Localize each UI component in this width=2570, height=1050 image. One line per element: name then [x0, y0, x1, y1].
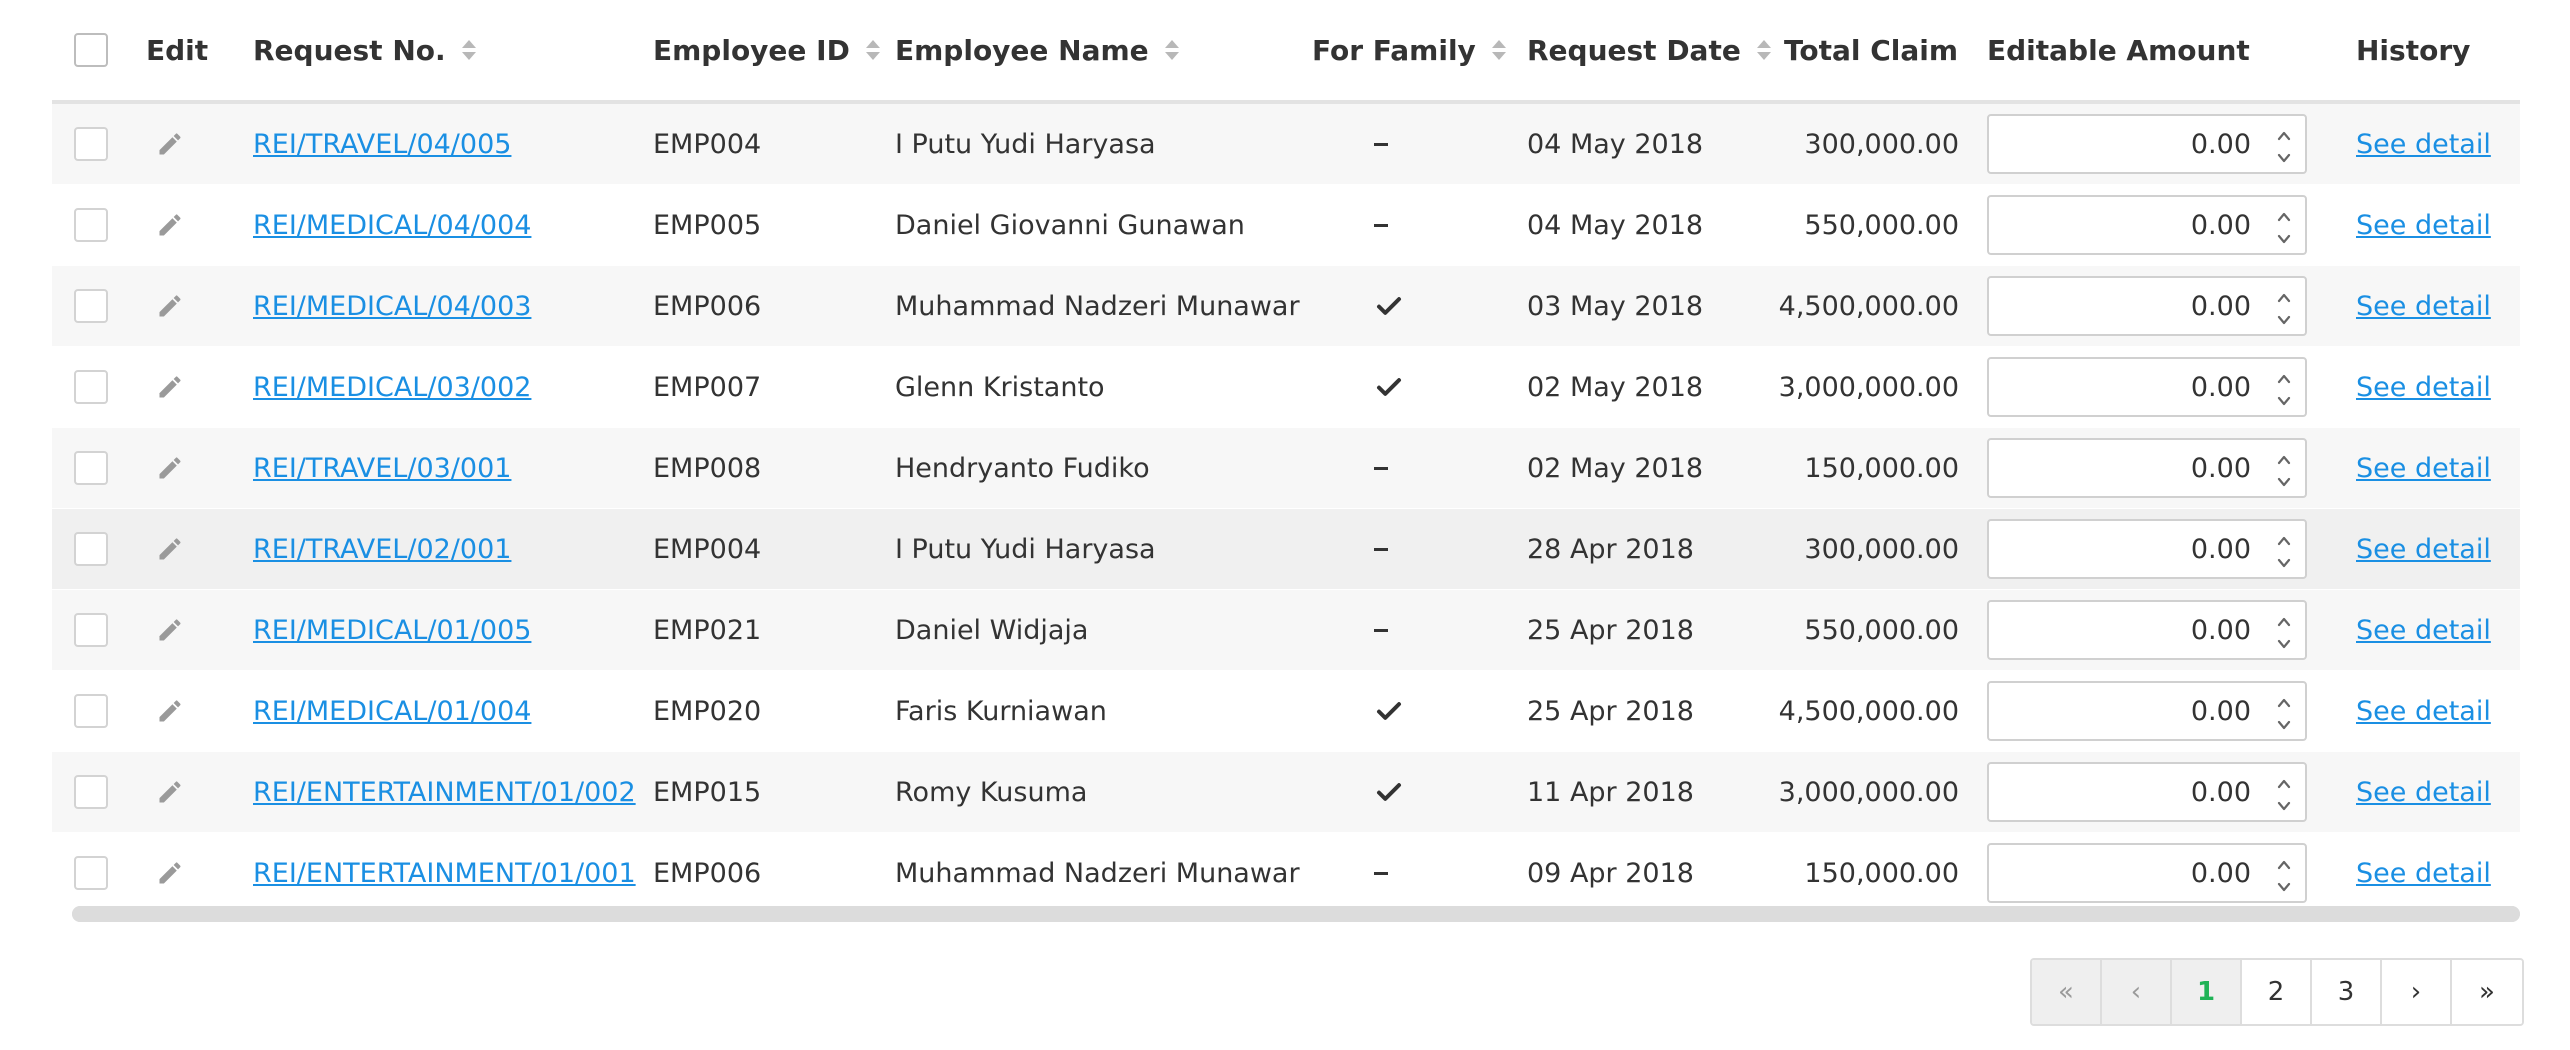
editable-amount-value: 0.00: [2190, 776, 2251, 808]
checkmark-icon: [1374, 696, 1404, 726]
editable-amount-input[interactable]: [1987, 600, 2307, 660]
editable-amount-value: 0.00: [2190, 533, 2251, 565]
edit-cell: [156, 185, 184, 265]
editable-amount-value: 0.00: [2190, 290, 2251, 322]
col-history-label: History: [2356, 33, 2471, 67]
row-select-cell: [74, 428, 108, 508]
see-detail-link[interactable]: See detail: [2356, 371, 2491, 403]
total-claim-cell: 550,000.00: [1804, 209, 1959, 241]
chevron-down-icon[interactable]: [2277, 474, 2291, 488]
chevron-up-icon[interactable]: [2277, 290, 2291, 304]
amount-stepper[interactable]: [2277, 857, 2291, 893]
chevron-down-icon[interactable]: [2277, 879, 2291, 893]
request-date-cell: 04 May 2018: [1527, 209, 1704, 241]
request-date-cell: 04 May 2018: [1527, 128, 1704, 160]
pencil-icon[interactable]: [156, 616, 184, 644]
chevron-up-icon[interactable]: [2277, 614, 2291, 628]
table-header: [52, 0, 2520, 104]
history-cell: [2356, 266, 2491, 346]
row-checkbox[interactable]: [74, 775, 108, 809]
total-claim-cell: 4,500,000.00: [1778, 290, 1959, 322]
request-no-link[interactable]: REI/TRAVEL/02/001: [253, 533, 512, 565]
request-no-link[interactable]: REI/ENTERTAINMENT/01/001: [253, 857, 636, 889]
pencil-icon[interactable]: [156, 292, 184, 320]
for-family-cell: [1374, 671, 1404, 751]
row-checkbox[interactable]: [74, 370, 108, 404]
page-2-button[interactable]: 2: [2242, 960, 2312, 1024]
table-row: [52, 104, 2520, 184]
employee-id-cell: EMP004: [653, 533, 762, 565]
employee-id-cell: EMP006: [653, 290, 762, 322]
request-date-cell: 25 Apr 2018: [1527, 695, 1694, 727]
last-page-button[interactable]: »: [2452, 960, 2522, 1024]
history-cell: [2356, 590, 2491, 670]
total-claim-cell: 550,000.00: [1804, 614, 1959, 646]
dash-icon: [1374, 224, 1388, 227]
for-family-cell: [1374, 428, 1388, 508]
row-select-cell: [74, 671, 108, 751]
total-claim-cell: 300,000.00: [1804, 533, 1959, 565]
see-detail-link[interactable]: See detail: [2356, 209, 2491, 241]
employee-id-cell: EMP004: [653, 128, 762, 160]
table-row: [52, 428, 2520, 508]
chevron-up-icon[interactable]: [2277, 695, 2291, 709]
chevron-up-icon[interactable]: [2277, 452, 2291, 466]
page-3-button[interactable]: 3: [2312, 960, 2382, 1024]
chevron-down-icon[interactable]: [2277, 798, 2291, 812]
employee-name-cell: Daniel Widjaja: [895, 614, 1089, 646]
editable-amount-input[interactable]: [1987, 276, 2307, 336]
total-claim-cell: 3,000,000.00: [1778, 371, 1959, 403]
scrollbar-thumb[interactable]: [72, 906, 2520, 922]
table-row: [52, 185, 2520, 265]
employee-name-cell: I Putu Yudi Haryasa: [895, 533, 1156, 565]
history-cell: [2356, 509, 2491, 589]
table-row: [52, 347, 2520, 427]
see-detail-link[interactable]: See detail: [2356, 614, 2491, 646]
select-all-cell: [74, 0, 108, 100]
select-all-checkbox[interactable]: [74, 33, 108, 67]
see-detail-link[interactable]: See detail: [2356, 695, 2491, 727]
amount-stepper[interactable]: [2277, 452, 2291, 488]
edit-cell: [156, 428, 184, 508]
edit-cell: [156, 833, 184, 913]
see-detail-link[interactable]: See detail: [2356, 128, 2491, 160]
request-date-cell: 11 Apr 2018: [1527, 776, 1694, 808]
col-edit-label: Edit: [146, 33, 209, 67]
request-no-cell: [253, 428, 511, 508]
col-request-date-label: Request Date: [1527, 33, 1741, 67]
row-select-cell: [74, 347, 108, 427]
amount-stepper[interactable]: [2277, 209, 2291, 245]
chevron-down-icon[interactable]: [2277, 312, 2291, 326]
employee-name-cell: Hendryanto Fudiko: [895, 452, 1150, 484]
request-no-cell: [253, 185, 531, 265]
employee-id-cell: EMP006: [653, 857, 762, 889]
dash-icon: [1374, 143, 1388, 146]
sort-icon[interactable]: [866, 40, 880, 60]
first-page-button[interactable]: «: [2032, 960, 2102, 1024]
editable-amount-input[interactable]: [1987, 195, 2307, 255]
table-row: [52, 752, 2520, 832]
col-editable-amount: [1987, 0, 2250, 100]
chevron-down-icon[interactable]: [2277, 717, 2291, 731]
edit-cell: [156, 347, 184, 427]
pencil-icon[interactable]: [156, 373, 184, 401]
dash-icon: [1374, 548, 1388, 551]
chevron-down-icon[interactable]: [2277, 231, 2291, 245]
amount-stepper[interactable]: [2277, 290, 2291, 326]
request-date-cell: 02 May 2018: [1527, 371, 1704, 403]
chevron-down-icon[interactable]: [2277, 150, 2291, 164]
chevron-down-icon[interactable]: [2277, 393, 2291, 407]
pencil-icon[interactable]: [156, 697, 184, 725]
editable-amount-value: 0.00: [2190, 695, 2251, 727]
employee-id-cell: EMP005: [653, 209, 762, 241]
edit-cell: [156, 590, 184, 670]
request-no-link[interactable]: REI/MEDICAL/01/004: [253, 695, 532, 727]
pencil-icon[interactable]: [156, 859, 184, 887]
for-family-cell: [1374, 752, 1404, 832]
editable-amount-value: 0.00: [2190, 857, 2251, 889]
col-employee-name[interactable]: [895, 0, 1179, 100]
history-cell: [2356, 104, 2491, 184]
request-date-cell: 02 May 2018: [1527, 452, 1704, 484]
employee-name-cell: Romy Kusuma: [895, 776, 1088, 808]
history-cell: [2356, 185, 2491, 265]
row-select-cell: [74, 590, 108, 670]
row-select-cell: [74, 833, 108, 913]
edit-cell: [156, 266, 184, 346]
amount-stepper[interactable]: [2277, 614, 2291, 650]
for-family-cell: [1374, 590, 1388, 670]
request-no-cell: [253, 833, 636, 913]
col-request-no[interactable]: [253, 0, 476, 100]
pencil-icon[interactable]: [156, 454, 184, 482]
request-no-link[interactable]: REI/TRAVEL/03/001: [253, 452, 512, 484]
for-family-cell: [1374, 104, 1388, 184]
amount-stepper[interactable]: [2277, 533, 2291, 569]
table-row: [52, 266, 2520, 346]
see-detail-link[interactable]: See detail: [2356, 857, 2491, 889]
pencil-icon[interactable]: [156, 535, 184, 563]
history-cell: [2356, 671, 2491, 751]
request-no-cell: [253, 590, 531, 670]
page-1-button[interactable]: 1: [2172, 960, 2242, 1024]
editable-amount-value: 0.00: [2190, 128, 2251, 160]
dash-icon: [1374, 467, 1388, 470]
request-no-link[interactable]: REI/MEDICAL/04/004: [253, 209, 532, 241]
employee-id-cell: EMP020: [653, 695, 762, 727]
col-request-date[interactable]: [1527, 0, 1771, 100]
request-no-cell: [253, 347, 531, 427]
row-checkbox[interactable]: [74, 532, 108, 566]
row-select-cell: [74, 104, 108, 184]
dash-icon: [1374, 629, 1388, 632]
editable-amount-input[interactable]: [1987, 762, 2307, 822]
chevron-up-icon[interactable]: [2277, 209, 2291, 223]
request-no-cell: [253, 752, 636, 832]
total-claim-cell: 3,000,000.00: [1778, 776, 1959, 808]
amount-stepper[interactable]: [2277, 371, 2291, 407]
pencil-icon[interactable]: [156, 130, 184, 158]
for-family-cell: [1374, 266, 1404, 346]
see-detail-link[interactable]: See detail: [2356, 290, 2491, 322]
total-claim-cell: 150,000.00: [1804, 857, 1959, 889]
request-no-link[interactable]: REI/TRAVEL/04/005: [253, 128, 512, 160]
col-request-no-label: Request No.: [253, 33, 446, 67]
row-select-cell: [74, 185, 108, 265]
employee-id-cell: EMP021: [653, 614, 762, 646]
row-checkbox[interactable]: [74, 208, 108, 242]
employee-name-cell: Glenn Kristanto: [895, 371, 1105, 403]
editable-amount-value: 0.00: [2190, 371, 2251, 403]
employee-name-cell: I Putu Yudi Haryasa: [895, 128, 1156, 160]
checkmark-icon: [1374, 777, 1404, 807]
history-cell: [2356, 833, 2491, 913]
pagination: [2030, 958, 2524, 1026]
editable-amount-value: 0.00: [2190, 209, 2251, 241]
horizontal-scrollbar[interactable]: [72, 906, 2520, 922]
col-history: [2356, 0, 2470, 100]
next-page-button[interactable]: ›: [2382, 960, 2452, 1024]
table-row: [52, 671, 2520, 751]
col-employee-id[interactable]: [653, 0, 880, 100]
row-checkbox[interactable]: [74, 451, 108, 485]
request-no-link[interactable]: REI/ENTERTAINMENT/01/002: [253, 776, 636, 808]
sort-icon[interactable]: [1757, 40, 1771, 60]
request-no-cell: [253, 509, 511, 589]
checkmark-icon: [1374, 291, 1404, 321]
col-employee-name-label: Employee Name: [895, 33, 1149, 67]
see-detail-link[interactable]: See detail: [2356, 776, 2491, 808]
employee-id-cell: EMP015: [653, 776, 762, 808]
total-claim-cell: 300,000.00: [1804, 128, 1959, 160]
edit-cell: [156, 509, 184, 589]
employee-name-cell: Faris Kurniawan: [895, 695, 1107, 727]
chevron-up-icon[interactable]: [2277, 128, 2291, 142]
editable-amount-input[interactable]: [1987, 519, 2307, 579]
employee-id-cell: EMP007: [653, 371, 762, 403]
see-detail-link[interactable]: See detail: [2356, 452, 2491, 484]
chevron-up-icon[interactable]: [2277, 857, 2291, 871]
col-total-claim: [1784, 0, 1958, 100]
row-select-cell: [74, 266, 108, 346]
employee-id-cell: EMP008: [653, 452, 762, 484]
request-no-cell: [253, 104, 511, 184]
request-no-cell: [253, 266, 531, 346]
editable-amount-input[interactable]: [1987, 114, 2307, 174]
prev-page-button[interactable]: ‹: [2102, 960, 2172, 1024]
editable-amount-input[interactable]: [1987, 843, 2307, 903]
employee-name-cell: Daniel Giovanni Gunawan: [895, 209, 1245, 241]
for-family-cell: [1374, 833, 1388, 913]
edit-cell: [156, 104, 184, 184]
request-no-link[interactable]: REI/MEDICAL/03/002: [253, 371, 532, 403]
table-row: [52, 833, 2520, 913]
row-select-cell: [74, 509, 108, 589]
request-date-cell: 25 Apr 2018: [1527, 614, 1694, 646]
row-checkbox[interactable]: [74, 856, 108, 890]
request-no-link[interactable]: REI/MEDICAL/01/005: [253, 614, 532, 646]
employee-name-cell: Muhammad Nadzeri Munawar: [895, 857, 1300, 889]
request-date-cell: 03 May 2018: [1527, 290, 1704, 322]
request-date-cell: 28 Apr 2018: [1527, 533, 1694, 565]
col-employee-id-label: Employee ID: [653, 33, 850, 67]
row-checkbox[interactable]: [74, 613, 108, 647]
request-no-link[interactable]: REI/MEDICAL/04/003: [253, 290, 532, 322]
sort-icon[interactable]: [462, 40, 476, 60]
col-editable-amount-label: Editable Amount: [1987, 33, 2250, 67]
col-edit: [146, 0, 208, 100]
row-checkbox[interactable]: [74, 289, 108, 323]
total-claim-cell: 4,500,000.00: [1778, 695, 1959, 727]
row-checkbox[interactable]: [74, 127, 108, 161]
amount-stepper[interactable]: [2277, 128, 2291, 164]
chevron-down-icon[interactable]: [2277, 636, 2291, 650]
edit-cell: [156, 752, 184, 832]
chevron-up-icon[interactable]: [2277, 776, 2291, 790]
for-family-cell: [1374, 347, 1404, 427]
request-date-cell: 09 Apr 2018: [1527, 857, 1694, 889]
amount-stepper[interactable]: [2277, 776, 2291, 812]
col-for-family-label: For Family: [1312, 33, 1476, 67]
history-cell: [2356, 752, 2491, 832]
sort-icon[interactable]: [1165, 40, 1179, 60]
checkmark-icon: [1374, 372, 1404, 402]
col-for-family[interactable]: [1312, 0, 1506, 100]
total-claim-cell: 150,000.00: [1804, 452, 1959, 484]
chevron-up-icon[interactable]: [2277, 533, 2291, 547]
edit-cell: [156, 671, 184, 751]
see-detail-link[interactable]: See detail: [2356, 533, 2491, 565]
col-total-claim-label: Total Claim: [1784, 33, 1959, 67]
sort-icon[interactable]: [1492, 40, 1506, 60]
editable-amount-value: 0.00: [2190, 452, 2251, 484]
table-row: [52, 590, 2520, 670]
row-select-cell: [74, 752, 108, 832]
editable-amount-input[interactable]: [1987, 681, 2307, 741]
for-family-cell: [1374, 509, 1388, 589]
history-cell: [2356, 347, 2491, 427]
pencil-icon[interactable]: [156, 778, 184, 806]
for-family-cell: [1374, 185, 1388, 265]
editable-amount-value: 0.00: [2190, 614, 2251, 646]
row-checkbox[interactable]: [74, 694, 108, 728]
dash-icon: [1374, 872, 1388, 875]
editable-amount-input[interactable]: [1987, 438, 2307, 498]
request-no-cell: [253, 671, 531, 751]
pencil-icon[interactable]: [156, 211, 184, 239]
employee-name-cell: Muhammad Nadzeri Munawar: [895, 290, 1300, 322]
history-cell: [2356, 428, 2491, 508]
chevron-down-icon[interactable]: [2277, 555, 2291, 569]
table-row: [52, 509, 2520, 589]
amount-stepper[interactable]: [2277, 695, 2291, 731]
chevron-up-icon[interactable]: [2277, 371, 2291, 385]
editable-amount-input[interactable]: [1987, 357, 2307, 417]
